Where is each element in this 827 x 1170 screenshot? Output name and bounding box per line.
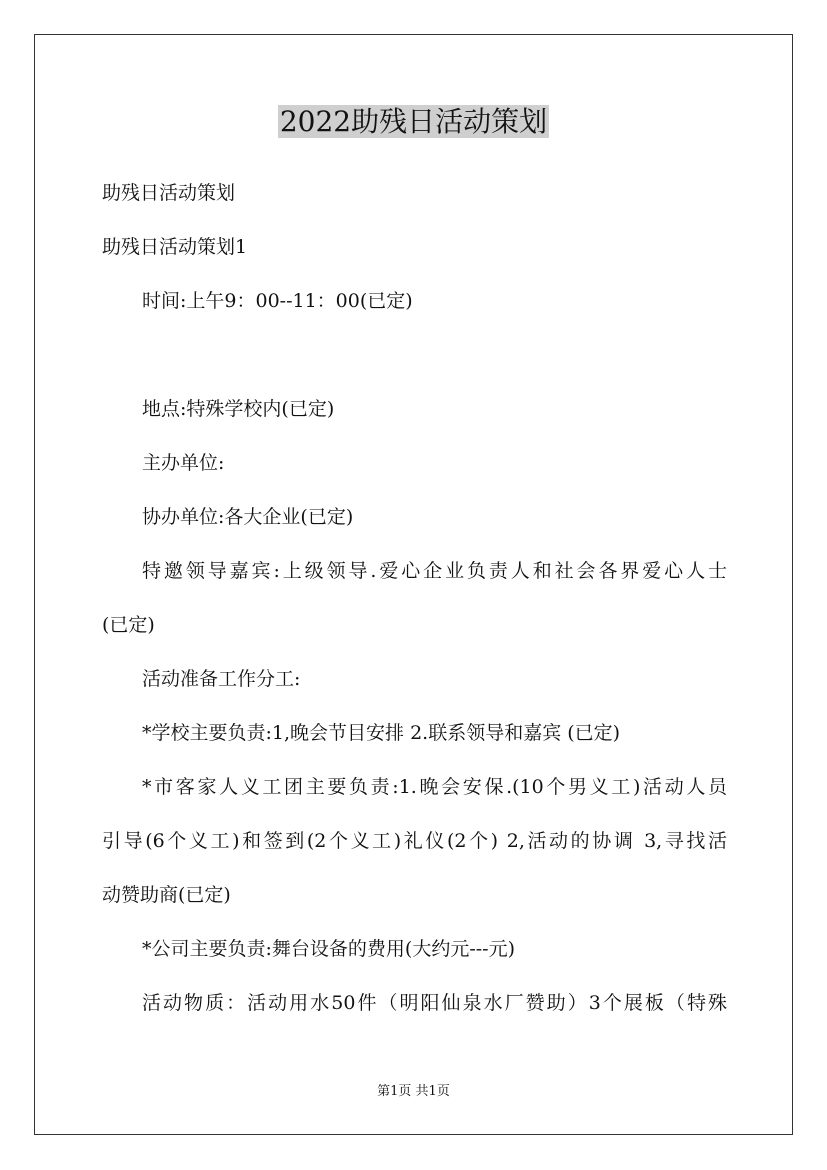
paragraph-location: 地点:特殊学校内(已定) bbox=[142, 398, 335, 420]
paragraph-time: 时间:上午9：00--11：00(已定) bbox=[142, 290, 413, 312]
subheading-line: 助残日活动策划1 bbox=[102, 236, 248, 258]
paragraph-volunteer-duty-cont: 引导(6个义工)和签到(2个义工)礼仪(2个) 2,活动的协调 3,寻找活 bbox=[102, 830, 727, 852]
paragraph-guests-cont: (已定) bbox=[102, 614, 155, 636]
page-footer: 第1页 共1页 bbox=[377, 1084, 450, 1099]
paragraph-company-duty: *公司主要负责:舞台设备的费用(大约元---元) bbox=[142, 938, 515, 960]
heading-line: 助残日活动策划 bbox=[102, 182, 236, 204]
paragraph-division: 活动准备工作分工: bbox=[142, 668, 301, 690]
paragraph-volunteer-duty-end: 动赞助商(已定) bbox=[102, 884, 231, 906]
document-title bbox=[0, 100, 827, 144]
paragraph-volunteer-duty: *市客家人义工团主要负责:1.晚会安保.(10个男义工)活动人员 bbox=[142, 776, 727, 798]
paragraph-co-organizer: 协办单位:各大企业(已定) bbox=[142, 506, 354, 528]
paragraph-materials: 活动物质：活动用水50件（明阳仙泉水厂赞助）3个展板（特殊 bbox=[142, 992, 727, 1014]
paragraph-guests: 特邀领导嘉宾:上级领导.爱心企业负责人和社会各界爱心人士 bbox=[142, 560, 727, 582]
paragraph-organizer: 主办单位: bbox=[142, 452, 225, 474]
paragraph-school-duty: *学校主要负责:1,晚会节目安排 2.联系领导和嘉宾 (已定) bbox=[142, 722, 621, 744]
document-title-text: 2022助残日活动策划 bbox=[279, 105, 548, 138]
